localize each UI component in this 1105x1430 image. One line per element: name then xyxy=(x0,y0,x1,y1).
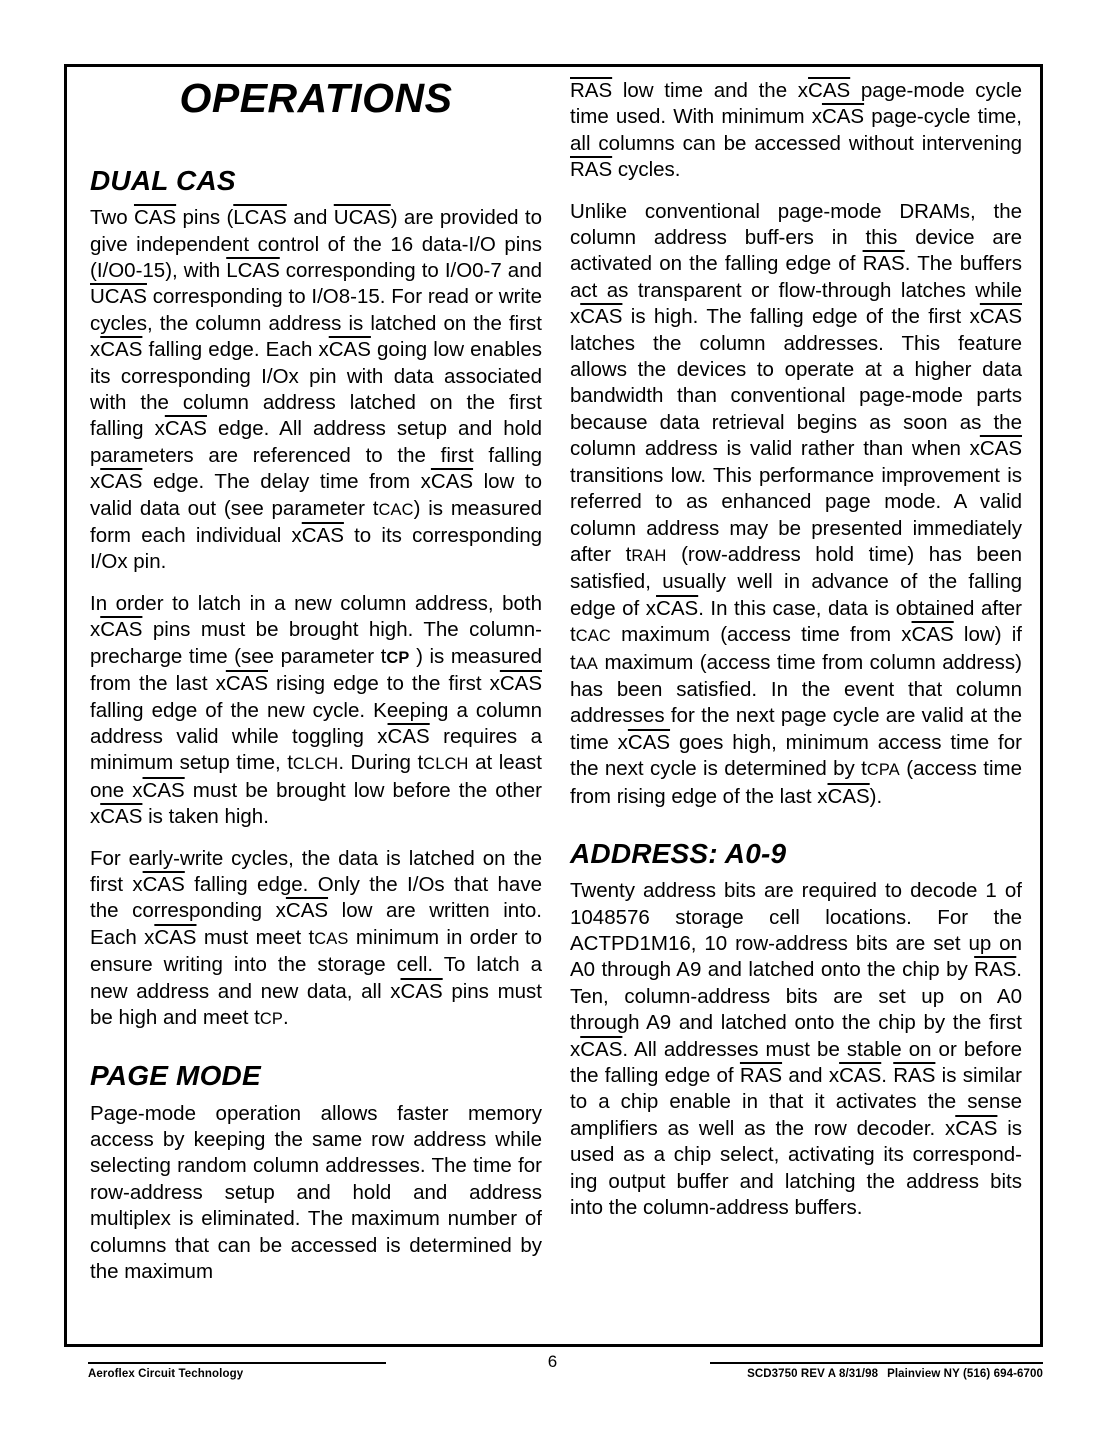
text-run: and xyxy=(286,206,334,230)
paragraph-dual-cas-2 xyxy=(90,591,542,831)
section-heading-page-mode: PAGE MODE xyxy=(90,1060,261,1092)
signal-xcas: $x\overline{CAS}$ xyxy=(90,805,143,829)
text-run: is similar to a chip enable in that it activates the sense amplifiers as well as the row decoder. xyxy=(570,1064,1022,1140)
text-run: . Ten, column-address bits are set up on A0 through A9 and latched onto the chip by the first xyxy=(570,958,1022,1035)
footer-company-name: Aeroflex Circuit Technology xyxy=(88,1368,244,1380)
text-run: corresponding to I/O0-7 and xyxy=(279,259,543,282)
signal-ras: $\overline{RAS}$ xyxy=(570,158,613,182)
signal-xcas: $x\overline{CAS}$ xyxy=(969,437,1022,461)
text-run: must meet xyxy=(196,925,309,949)
text-run: at least one xyxy=(90,751,542,802)
footer-right-rule xyxy=(710,1362,1043,1364)
text-run: transitions low. This performance improvement is referred to as enhanced page mode. A valid column address may be presented immediately after xyxy=(570,463,1022,566)
text-run: is used as a chip select, activating its correspond-ing output buffer and latching the address bits into the column-address buffers. xyxy=(570,1116,1022,1220)
left-column xyxy=(90,75,543,1285)
signal-ucas: UCAS xyxy=(90,285,147,309)
signal-xcas: $x\overline{CAS}$ xyxy=(318,338,371,362)
signal-lcas: LCAS xyxy=(226,259,280,282)
signal-xcas: $x\overline{CAS}$ xyxy=(154,417,207,441)
signal-xcas: $x\overline{CAS}$ xyxy=(969,305,1022,329)
signal-xcas: $x\overline{CAS}$ xyxy=(291,524,344,548)
signal-ras: $\overline{RAS}$ xyxy=(570,79,613,102)
footer-page-number: 6 xyxy=(547,1352,558,1371)
signal-xcas: $x\overline{CAS}$ xyxy=(811,105,865,129)
text-run: ). xyxy=(869,784,883,808)
text-run: maximum (access time from xyxy=(610,623,902,647)
timing-param-tcac: tCAC xyxy=(570,623,611,647)
paragraph-address-1 xyxy=(570,878,1022,1221)
text-run: to its corresponding I/Ox pin. xyxy=(90,524,542,574)
text-run: is taken high. xyxy=(142,805,269,829)
section-heading-dual-cas: DUAL CAS xyxy=(90,165,236,196)
text-run: In order to latch in a new column address, both xyxy=(90,591,542,615)
signal-xcas: $x\overline{CAS}$ xyxy=(132,872,185,896)
text-run: ) is measured form each individual xyxy=(90,496,542,548)
signal-xcas: $x\overline{CAS}$ xyxy=(390,979,443,1003)
text-run: falling edge. Each xyxy=(142,338,319,362)
timing-param-tcac: tCAC xyxy=(372,496,414,520)
signal-xcas: $x\overline{CAS}$ xyxy=(90,618,143,642)
text-run: going low enables its corresponding I/Ox pin with data associated with the column address latched on the first falling xyxy=(90,338,542,441)
paragraph-dual-cas-1 xyxy=(90,205,542,576)
text-run: . xyxy=(283,1005,289,1029)
footer-doc-id: SCD3750 REV A 8/31/98 xyxy=(747,1368,879,1380)
text-run: pins ( xyxy=(176,206,234,230)
text-run: cycles. xyxy=(612,158,681,182)
text-run: For early-write cycles, the data is latched on the first xyxy=(90,846,542,896)
text-run: latches the column addresses. This feature allows the devices to operate at a higher data bandwidth than conventional page-mode parts because data retrieval begins as soon as the column address is valid rather than when xyxy=(570,331,1022,461)
signal-xcas: $x\overline{CAS}$ xyxy=(817,784,870,808)
page-columns xyxy=(90,75,1023,1285)
text-run: pins must be high and meet xyxy=(90,979,542,1029)
signal-ras: $\overline{RAS}$ xyxy=(893,1064,936,1087)
signal-xcas: $x\overline{CAS}$ xyxy=(570,305,623,329)
signal-xcas: $x\overline{CAS}$ xyxy=(215,672,268,696)
signal-xcas: $x\overline{CAS}$ xyxy=(617,730,671,754)
text-run: Page-mode operation allows faster memory access by keeping the same row address while selecting random column addresses. The time for row-address setup and hold and address multiplex is eliminated. The maximum number of columns that can be accessed is determined by the maximum xyxy=(90,1101,542,1283)
footer-company-block xyxy=(88,1362,388,1380)
page-footer xyxy=(0,1352,1105,1422)
paragraph-enhanced-page-mode xyxy=(570,199,1022,810)
timing-param-tclch: tCLCH xyxy=(287,751,339,775)
signal-xcas: $x\overline{CAS}$ xyxy=(901,623,954,647)
text-run: . All addresses must be stable on or before the falling edge of xyxy=(570,1037,1022,1087)
signal-xcas: $x\overline{CAS}$ xyxy=(90,470,143,494)
text-run: edge. The delay time from xyxy=(142,470,421,494)
text-run: low to valid data out (see parameter xyxy=(90,470,543,520)
timing-param-tcas: tCAS xyxy=(308,925,349,949)
signal-xcas: $x\overline{CAS}$ xyxy=(132,778,185,802)
signal-xcas: $x\overline{CAS}$ xyxy=(420,470,474,494)
signal-xcas: $x\overline{CAS}$ xyxy=(797,79,851,102)
text-run: goes high, minimum access time for the next cycle is determined by xyxy=(570,730,1022,781)
signal-cas: $\overline{CAS}$ xyxy=(133,206,177,230)
timing-param-tclch: tCLCH xyxy=(417,751,469,775)
text-run: . The buffers act as transparent or flow-through latches while xyxy=(570,252,1023,302)
timing-param-tcp: tCP xyxy=(380,644,410,668)
right-column xyxy=(570,78,1022,1285)
signal-ras: $\overline{RAS}$ xyxy=(974,958,1017,982)
paragraph-page-mode-1 xyxy=(90,1101,542,1286)
signal-ucas: UCAS xyxy=(333,206,391,230)
text-run: . xyxy=(881,1064,894,1087)
text-run: low time and the xyxy=(612,79,798,102)
signal-ras: $\overline{RAS}$ xyxy=(739,1064,783,1087)
text-run: low are written into. Each xyxy=(90,899,542,949)
text-run: falling edge. Only the I/Os that have the corresponding xyxy=(90,872,542,923)
footer-docref-block xyxy=(710,1362,1043,1380)
text-run: low) if xyxy=(953,623,1023,647)
signal-xcas: $x\overline{CAS}$ xyxy=(945,1116,998,1140)
text-run: requires a minimum setup time, xyxy=(90,724,543,775)
text-run: ) is measured from the last xyxy=(90,644,542,696)
section-heading-address: ADDRESS: A0-9 xyxy=(570,837,787,869)
text-run: page-mode cycle time used. With minimum xyxy=(570,79,1022,129)
paragraph-dual-cas-3 xyxy=(90,846,542,1033)
text-run: (access time from rising edge of the last xyxy=(570,757,1022,808)
text-run: edge. All address setup and hold parameters are referenced to the first falling xyxy=(90,417,542,467)
text-run: ) are provided to give independent control of the 16 data-I/O pins (I/O0-15), with xyxy=(90,206,542,282)
signal-xcas: $x\overline{CAS}$ xyxy=(570,1037,623,1061)
signal-xcas: $x\overline{CAS}$ xyxy=(489,672,542,696)
signal-xcas: $x\overline{CAS}$ xyxy=(90,338,143,362)
text-run: and xyxy=(782,1064,829,1087)
footer-location: Plainview NY (516) 694-6700 xyxy=(887,1368,1043,1380)
signal-xcas: $x\overline{CAS}$ xyxy=(377,724,430,748)
signal-xcas: $x\overline{CAS}$ xyxy=(144,925,197,949)
footer-left-rule xyxy=(88,1362,386,1364)
text-run: . In this case, data is obtained after xyxy=(698,596,1022,620)
timing-param-tcpa: tCPA xyxy=(861,757,900,781)
text-run: falling edge of the new cycle. Keeping a column address valid while toggling xyxy=(90,698,542,748)
text-run: pins must be brought high. The column-precharge time (see parameter xyxy=(90,618,542,668)
text-run: minimum in order to ensure writing into the storage cell. To latch a new address and new data, all xyxy=(90,925,542,1003)
signal-lcas: LCAS xyxy=(233,206,287,230)
text-run: Two xyxy=(90,206,134,230)
timing-param-trah: tRAH xyxy=(625,542,667,566)
signal-xcas: $x\overline{CAS}$ xyxy=(645,596,699,620)
text-run: page-cycle time, all columns can be accessed without intervening xyxy=(570,105,1022,155)
text-run: corresponding to I/O8-15. For read or write cycles, the column address is latched on the first xyxy=(90,285,542,335)
signal-xcas: $x\overline{CAS}$ xyxy=(275,899,329,923)
text-run: (row-address hold time) has been satisfied, usually well in advance of the falling edge of xyxy=(570,542,1022,620)
text-run: must be brought low before the other xyxy=(184,778,543,802)
text-run: . During xyxy=(338,751,418,775)
text-run: is high. The falling edge of the first xyxy=(622,305,970,329)
timing-param-taa: tAA xyxy=(570,650,598,674)
text-run: Twenty address bits are required to decode 1 of 1048576 storage cell locations. For the ACTPD1M16, 10 row-address bits are set up on A0 through A9 and latched onto the chip by xyxy=(570,879,1022,982)
page-title: OPERATIONS xyxy=(179,75,453,121)
footer-doc-reference xyxy=(710,1368,1043,1380)
timing-param-tcp: tCP xyxy=(254,1005,283,1029)
text-run: maximum (access time from column address) has been satisfied. In the event that column addresses for the next page cycle are valid at the time xyxy=(570,650,1022,754)
signal-xcas: $x\overline{CAS}$ xyxy=(828,1064,882,1087)
text-run: rising edge to the first xyxy=(268,672,490,696)
text-run: Unlike conventional page-mode DRAMs, the column address buff-ers in this device are activated on the falling edge of xyxy=(570,199,1022,276)
signal-ras: $\overline{RAS}$ xyxy=(862,252,905,276)
paragraph-page-mode-continued xyxy=(570,78,1022,184)
